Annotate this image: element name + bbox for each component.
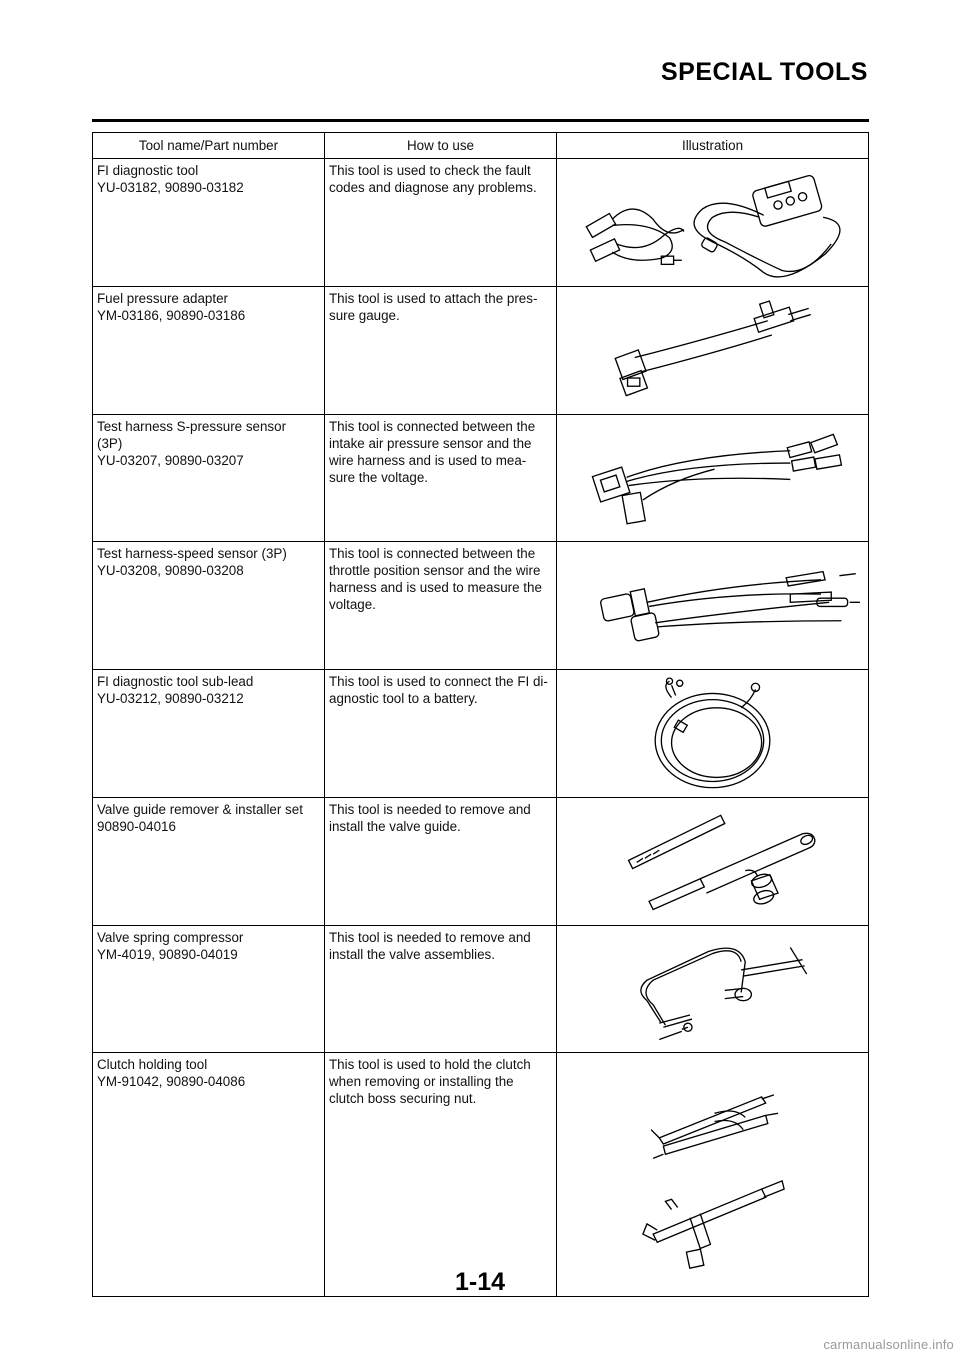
- usage-line: wire harness and is used to mea-: [329, 452, 527, 468]
- usage-cell: [325, 542, 557, 670]
- valve-guide-set-illustration: [561, 801, 864, 922]
- valve-spring-compressor-illustration: [561, 929, 864, 1050]
- usage-line: This tool is connected between the: [329, 418, 536, 434]
- tool-name: FI diagnostic tool: [97, 163, 199, 178]
- tool-name-cell: [93, 797, 325, 925]
- part-number: YM-4019, 90890-04019: [97, 946, 238, 962]
- part-number: YM-03186, 90890-03186: [97, 307, 246, 323]
- tool-name: FI diagnostic tool sub-lead: [97, 674, 254, 690]
- usage-line: throttle position sensor and the wire: [329, 563, 541, 579]
- fuel-pressure-adapter-illustration: [561, 290, 864, 411]
- column-header-how-to-use: How to use: [325, 133, 557, 159]
- table-row: [93, 797, 869, 925]
- tool-name: Test harness S-pressure sensor: [97, 418, 287, 434]
- page-number: 1-14: [454, 1268, 506, 1296]
- table-row: [93, 159, 869, 287]
- tool-name-continued: (3P): [97, 435, 123, 451]
- part-number: YM-91042, 90890-04086: [97, 1074, 246, 1090]
- page-title: SPECIAL TOOLS: [660, 58, 868, 86]
- usage-line: This tool is used to attach the pres-: [329, 290, 538, 306]
- tool-name-cell: [93, 1053, 325, 1296]
- usage-line: This tool is used to hold the clutch: [329, 1057, 531, 1073]
- illustration-cell: [557, 670, 869, 798]
- usage-line: This tool is used to connect the FI di-: [329, 674, 548, 690]
- usage-cell: [325, 925, 557, 1053]
- usage-line: sure the voltage.: [329, 469, 429, 485]
- sub-lead-cable-illustration: [561, 673, 864, 794]
- usage-line: install the valve assemblies.: [329, 946, 495, 962]
- tool-name: Valve guide remover & installer set: [97, 801, 303, 817]
- test-harness-s-pressure-sensor-illustration: [561, 418, 864, 539]
- usage-line: clutch boss securing nut.: [329, 1091, 477, 1107]
- tool-name-cell: [93, 542, 325, 670]
- tool-name: Test harness-speed sensor (3P): [97, 546, 287, 562]
- usage-cell: [325, 797, 557, 925]
- tool-name-cell: [93, 414, 325, 542]
- tool-name-cell: [93, 670, 325, 798]
- part-number: YU-03182, 90890-03182: [97, 180, 244, 195]
- test-harness-speed-sensor-illustration: [561, 545, 864, 666]
- part-number: YU-03212, 90890-03212: [97, 691, 244, 707]
- fi-diagnostic-tool-illustration: [561, 162, 864, 283]
- usage-line: when removing or installing the: [329, 1074, 514, 1090]
- table-row: [93, 414, 869, 542]
- illustration-cell: [557, 797, 869, 925]
- usage-line: This tool is needed to remove and: [329, 801, 531, 817]
- column-header-tool-name: Tool name/Part number: [93, 133, 325, 159]
- usage-line: sure gauge.: [329, 307, 400, 323]
- watermark: carmanualsonline.info: [823, 1337, 954, 1352]
- usage-cell: [325, 286, 557, 414]
- illustration-cell: [557, 542, 869, 670]
- table-row: [93, 286, 869, 414]
- tool-name: Valve spring compressor: [97, 929, 244, 945]
- table-row: [93, 542, 869, 670]
- column-header-illustration: Illustration: [557, 133, 869, 159]
- usage-line: install the valve guide.: [329, 818, 461, 834]
- illustration-cell: [557, 925, 869, 1053]
- tool-name: Fuel pressure adapter: [97, 290, 229, 306]
- usage-line: This tool is needed to remove and: [329, 929, 531, 945]
- illustration-cell: [557, 286, 869, 414]
- clutch-holding-tool-illustration: [561, 1056, 864, 1292]
- tool-name-cell: [93, 286, 325, 414]
- illustration-cell: [557, 159, 869, 287]
- usage-line: This tool is connected between the: [329, 546, 536, 562]
- usage-cell: [325, 414, 557, 542]
- table-row: [93, 925, 869, 1053]
- part-number: 90890-04016: [97, 818, 176, 834]
- title-rule: [92, 119, 869, 122]
- table-row: [93, 1053, 869, 1296]
- table-row: [93, 670, 869, 798]
- tool-name: Clutch holding tool: [97, 1057, 208, 1073]
- part-number: YU-03207, 90890-03207: [97, 452, 244, 468]
- usage-cell: [325, 670, 557, 798]
- tool-name-cell: [93, 925, 325, 1053]
- usage-cell: [325, 1053, 557, 1296]
- table-header-row: [93, 133, 869, 159]
- usage-line: This tool is used to check the fault: [329, 163, 531, 178]
- special-tools-table: [92, 132, 869, 1297]
- usage-line: agnostic tool to a battery.: [329, 691, 478, 707]
- usage-line: voltage.: [329, 597, 376, 613]
- illustration-cell: [557, 414, 869, 542]
- part-number: YU-03208, 90890-03208: [97, 563, 244, 579]
- tool-name-cell: [93, 159, 325, 287]
- usage-line: intake air pressure sensor and the: [329, 435, 532, 451]
- usage-line: harness and is used to measure the: [329, 580, 542, 596]
- usage-line: codes and diagnose any problems.: [329, 180, 537, 195]
- usage-cell: [325, 159, 557, 287]
- illustration-cell: [557, 1053, 869, 1296]
